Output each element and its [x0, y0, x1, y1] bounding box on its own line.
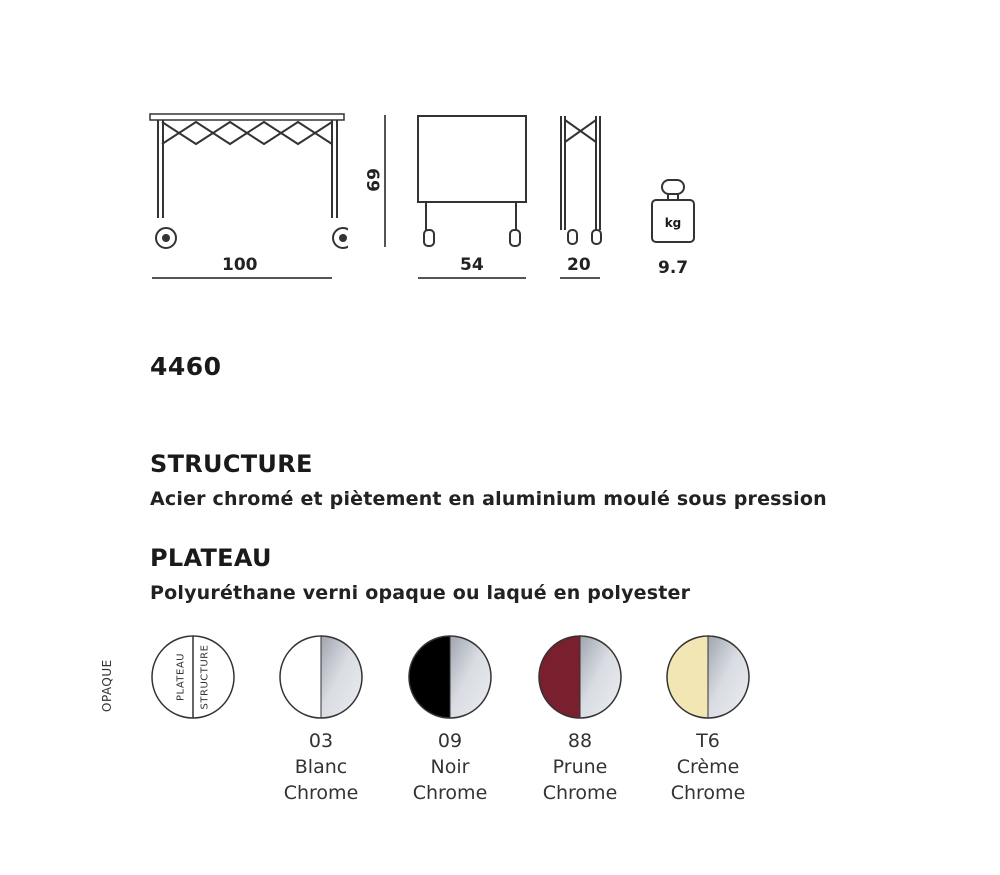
- swatch-prune: [537, 634, 623, 814]
- swatch-noir: [407, 634, 493, 814]
- legend-structure-label: STRUCTURE: [199, 644, 211, 710]
- swatch-name: Blanc: [294, 756, 348, 778]
- swatch-name: Prune: [552, 756, 608, 778]
- plateau-text: Polyuréthane verni opaque ou laqué en polyester: [150, 582, 691, 604]
- depth-dimension-line: [418, 277, 526, 279]
- folded-label: 20: [567, 255, 591, 275]
- swatch-code: 03: [308, 730, 334, 752]
- weight-unit: kg: [664, 216, 682, 230]
- swatch-code: 09: [437, 730, 463, 752]
- depth-label: 54: [460, 255, 484, 275]
- legend-swatch: [150, 634, 236, 720]
- finish-group-label: OPAQUE: [100, 659, 114, 712]
- weight-label: 9.7: [658, 258, 689, 278]
- swatch-code: T6: [696, 730, 720, 752]
- swatch-name: Noir: [430, 756, 470, 778]
- front-view-drawing: [148, 108, 348, 253]
- swatch-circle: [278, 634, 364, 720]
- swatch-structure: Chrome: [542, 782, 618, 804]
- structure-heading: STRUCTURE: [150, 450, 313, 478]
- product-code: 4460: [150, 352, 222, 381]
- height-label: 69: [361, 168, 382, 192]
- swatch-structure: Chrome: [412, 782, 488, 804]
- swatch-crme: [665, 634, 751, 814]
- structure-text: Acier chromé et piètement en aluminium moulé sous pression: [150, 488, 827, 510]
- side-view-drawing: [412, 112, 532, 252]
- folded-dimension-line: [560, 277, 600, 279]
- weight-icon: [650, 178, 696, 246]
- folded-view-drawing: [556, 112, 606, 252]
- legend-plateau-label: PLATEAU: [175, 653, 187, 701]
- width-label: 100: [222, 255, 258, 275]
- height-dimension-line: [384, 115, 386, 247]
- swatch-code: 88: [567, 730, 593, 752]
- plateau-heading: PLATEAU: [150, 544, 272, 572]
- swatch-blanc: [278, 634, 364, 814]
- swatch-circle: [665, 634, 751, 720]
- swatch-structure: Chrome: [283, 782, 359, 804]
- swatch-circle: [407, 634, 493, 720]
- swatch-name: Crème: [676, 756, 740, 778]
- swatch-structure: Chrome: [670, 782, 746, 804]
- swatch-circle: [537, 634, 623, 720]
- width-dimension-line: [152, 277, 332, 279]
